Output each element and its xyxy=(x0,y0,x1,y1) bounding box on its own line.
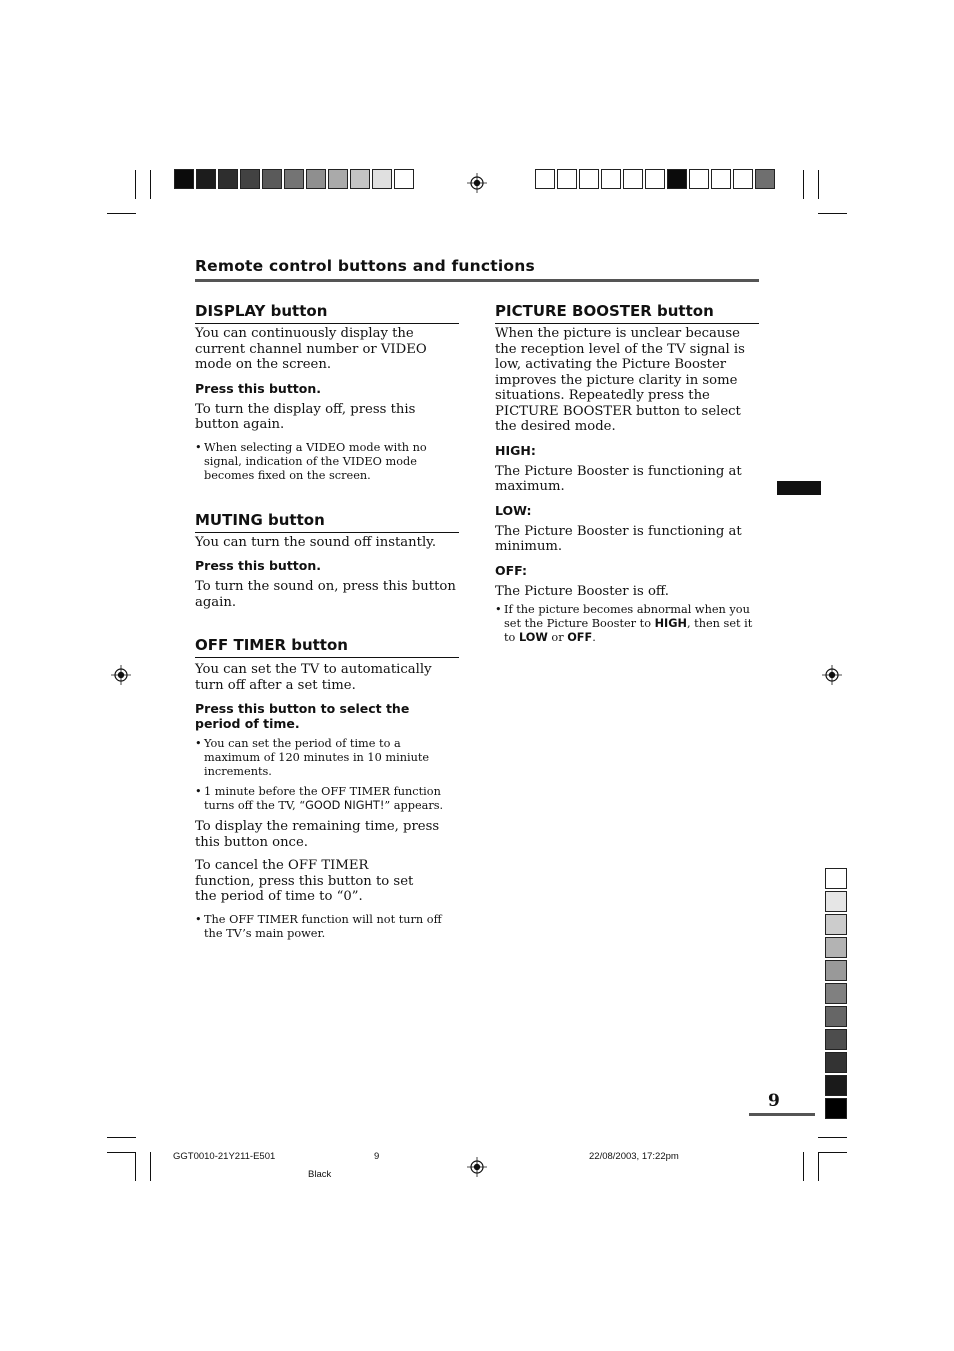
crop-mark xyxy=(818,1152,819,1181)
language-tab xyxy=(777,481,821,495)
picture-booster-desc: When the picture is unclear because the reception level of the TV signal is low, activating the Picture Booster improves the picture clarity in some situations. Repeatedly press the PICTURE BOOSTER button to select the desired mode. xyxy=(495,326,745,434)
crop-mark xyxy=(135,170,136,199)
page-number-rule xyxy=(749,1113,815,1116)
crop-mark xyxy=(150,170,151,199)
off-timer-note-3: • The OFF TIMER function will not turn off the TV’s main power. xyxy=(195,913,459,941)
muting-section xyxy=(195,511,459,611)
display-turn-off: To turn the display off, press this button again. xyxy=(195,401,416,432)
display-desc: You can continuously display the current channel number or VIDEO mode on the screen. xyxy=(195,326,427,372)
picture-booster-title: PICTURE BOOSTER button xyxy=(495,302,759,324)
color-swatch xyxy=(825,1029,847,1050)
color-swatch xyxy=(394,169,414,189)
display-title: DISPLAY button xyxy=(195,302,459,324)
note-off: OFF xyxy=(567,631,593,644)
display-instruction: Press this button. xyxy=(195,380,322,396)
registration-mark-icon xyxy=(467,173,487,193)
color-swatch xyxy=(825,1098,847,1119)
color-swatch xyxy=(240,169,260,189)
page-title: Remote control buttons and functions xyxy=(195,257,535,275)
crop-mark xyxy=(135,1152,136,1181)
title-rule xyxy=(195,279,759,282)
color-swatch xyxy=(306,169,326,189)
color-swatch xyxy=(535,169,555,189)
left-column xyxy=(195,302,459,947)
page-number: 9 xyxy=(768,1091,780,1111)
note-low: LOW xyxy=(518,631,548,644)
footer-code: GGT0010-21Y211-E501 xyxy=(173,1151,276,1162)
crop-mark xyxy=(150,1152,151,1181)
color-swatch xyxy=(623,169,643,189)
registration-mark-icon xyxy=(111,665,131,685)
display-section xyxy=(195,302,459,483)
muting-turn-on: To turn the sound on, press this button again. xyxy=(195,579,456,610)
note-text: ” appears. xyxy=(384,799,444,812)
color-swatch xyxy=(825,868,847,889)
color-swatch xyxy=(825,914,847,935)
off-label: OFF: xyxy=(495,562,528,578)
off-timer-remaining: To display the remaining time, press this button once. xyxy=(195,819,440,850)
off-timer-title: OFF TIMER button xyxy=(195,636,459,658)
picture-booster-note xyxy=(495,603,759,645)
off-timer-cancel: To cancel the OFF TIMER function, press this button to set the period of time to “0”. xyxy=(195,858,414,904)
note-high: HIGH xyxy=(654,617,687,630)
crop-mark xyxy=(803,1152,804,1181)
note-text: . xyxy=(592,631,596,644)
crop-mark xyxy=(107,1152,136,1153)
off-timer-note-1: • You can set the period of time to a maximum of 120 minutes in 10 miniute increments. xyxy=(195,737,459,779)
crop-mark xyxy=(107,1137,136,1138)
color-swatch xyxy=(557,169,577,189)
crop-mark xyxy=(818,1137,847,1138)
display-note: • When selecting a VIDEO mode with no signal, indication of the VIDEO mode becomes fixed on the screen. xyxy=(195,441,459,483)
crop-mark xyxy=(818,170,819,199)
color-swatch xyxy=(825,1052,847,1073)
muting-desc: You can turn the sound off instantly. xyxy=(195,534,437,550)
picture-booster-section xyxy=(495,302,759,645)
off-desc: The Picture Booster is off. xyxy=(495,583,669,599)
right-column xyxy=(495,302,759,651)
color-swatch xyxy=(350,169,370,189)
color-swatch xyxy=(645,169,665,189)
color-swatch xyxy=(667,169,687,189)
color-swatch xyxy=(284,169,304,189)
footer-date: 22/08/2003, 17:22pm xyxy=(589,1151,679,1162)
muting-instruction: Press this button. xyxy=(195,558,322,573)
color-swatch xyxy=(174,169,194,189)
note-text: 1 minute before the OFF TIMER function turns off the TV, “ xyxy=(204,785,441,812)
registration-mark-icon xyxy=(467,1157,487,1177)
crop-mark xyxy=(818,1152,847,1153)
good-night-text: GOOD NIGHT! xyxy=(305,799,385,812)
color-swatch xyxy=(711,169,731,189)
color-bar-top-right xyxy=(535,169,777,189)
color-swatch xyxy=(262,169,282,189)
color-swatch xyxy=(733,169,753,189)
off-timer-section xyxy=(195,636,459,941)
note-text: If the picture becomes abnormal when you set the Picture Booster to xyxy=(504,603,750,630)
color-swatch xyxy=(825,983,847,1004)
color-swatch xyxy=(825,937,847,958)
color-bar-side xyxy=(825,868,847,1121)
color-swatch xyxy=(825,960,847,981)
color-bar-top-left xyxy=(174,169,416,189)
color-swatch xyxy=(579,169,599,189)
crop-mark xyxy=(803,170,804,199)
color-swatch xyxy=(601,169,621,189)
note-text: or xyxy=(547,631,568,644)
crop-mark xyxy=(107,213,136,214)
color-swatch xyxy=(825,1006,847,1027)
color-swatch xyxy=(218,169,238,189)
low-label: LOW: xyxy=(495,502,532,518)
crop-mark xyxy=(818,213,847,214)
muting-title: MUTING button xyxy=(195,511,459,533)
color-swatch xyxy=(372,169,392,189)
high-label: HIGH: xyxy=(495,442,536,458)
low-desc: The Picture Booster is functioning at minimum. xyxy=(495,523,742,554)
footer-color: Black xyxy=(308,1169,332,1180)
high-desc: The Picture Booster is functioning at maximum. xyxy=(495,463,742,494)
off-timer-instruction: Press this button to select the period of time. xyxy=(195,701,410,731)
note-text: , then set it to xyxy=(504,617,753,644)
registration-mark-icon xyxy=(822,665,842,685)
color-swatch xyxy=(328,169,348,189)
color-swatch xyxy=(689,169,709,189)
off-timer-desc: You can set the TV to automatically turn off after a set time. xyxy=(195,662,432,693)
color-swatch xyxy=(825,891,847,912)
color-swatch xyxy=(825,1075,847,1096)
off-timer-note-2 xyxy=(195,785,459,813)
footer-page: 9 xyxy=(374,1151,380,1162)
color-swatch xyxy=(755,169,775,189)
color-swatch xyxy=(196,169,216,189)
